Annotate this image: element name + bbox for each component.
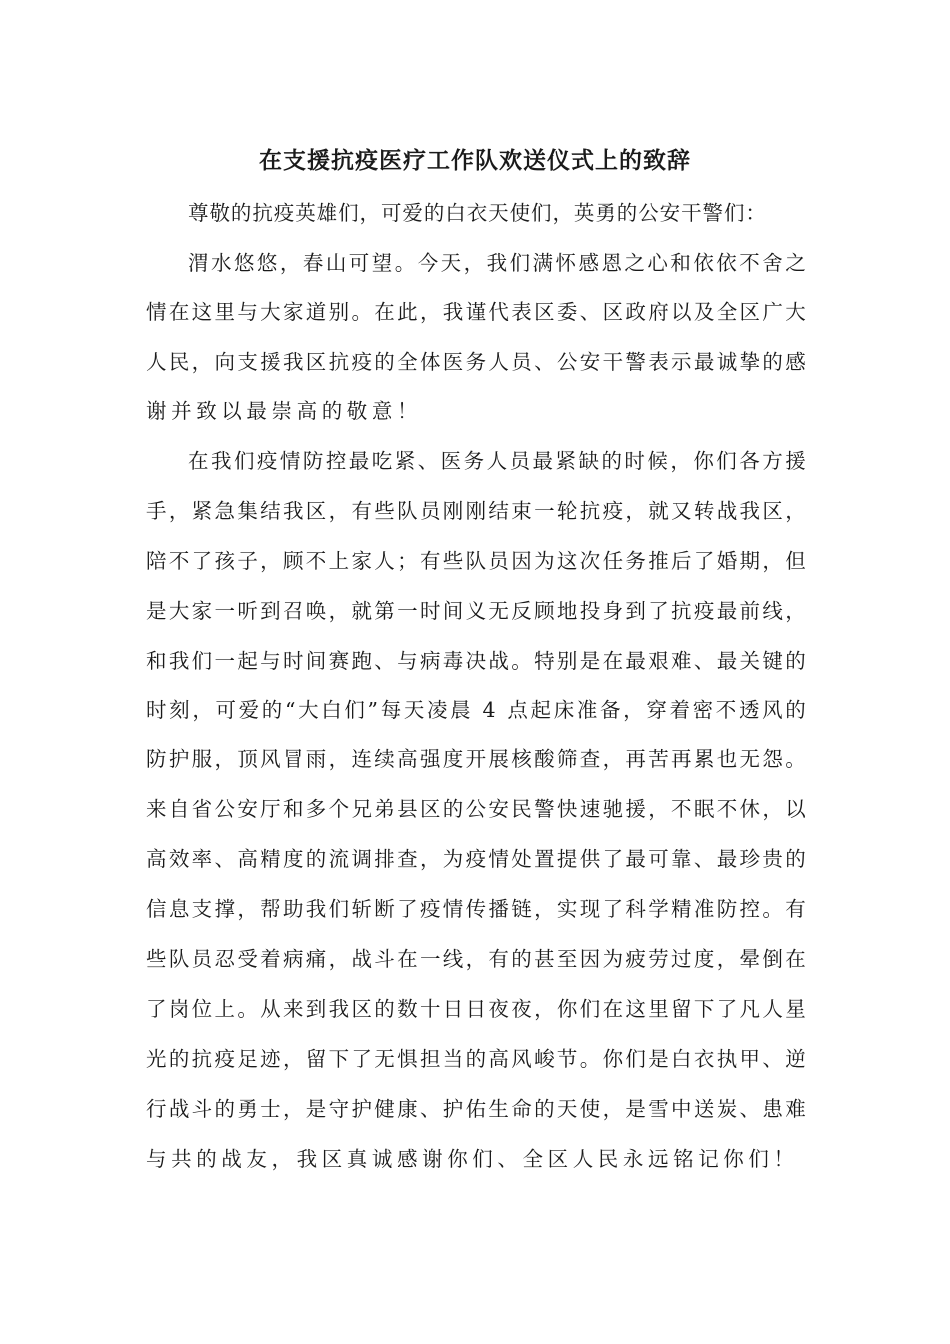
- paragraph-line: 了 岗 位 上 。 从 来 到 我 区 的 数 十 日 日 夜 夜 ， 你 们 在 这 里 留 下 了 凡 人 星: [146, 997, 806, 1021]
- paragraph-line: 光 的 抗 疫 足 迹 ， 留 下 了 无 惧 担 当 的 高 风 峻 节 。 你 们 是 白 衣 执 甲 、 逆: [146, 1047, 806, 1071]
- paragraph-line: 是 大 家 一 听 到 召 唤 ， 就 第 一 时 间 义 无 反 顾 地 投 身 到 了 抗 疫 最 前 线 ，: [146, 599, 806, 623]
- paragraph-line: 来 自 省 公 安 厅 和 多 个 兄 弟 县 区 的 公 安 民 警 快 速 驰 援 ， 不 眠 不 休 ， 以: [146, 797, 806, 821]
- paragraph-line: 和 我 们 一 起 与 时 间 赛 跑 、 与 病 毒 决 战 。 特 别 是 在 最 艰 难 、 最 关 键 的: [146, 649, 806, 673]
- paragraph-line: 高 效 率 、 高 精 度 的 流 调 排 查 ， 为 疫 情 处 置 提 供 了 最 可 靠 、 最 珍 贵 的: [146, 847, 806, 871]
- paragraph-line: 些 队 员 忍 受 着 病 痛 ， 战 斗 在 一 线 ， 有 的 甚 至 因 为 疲 劳 过 度 ， 晕 倒 在: [146, 947, 806, 971]
- paragraph-line: 陪 不 了 孩 子 ， 顾 不 上 家 人 ； 有 些 队 员 因 为 这 次 任 务 推 后 了 婚 期 ， 但: [146, 549, 806, 573]
- paragraph-line: 与共的战友，我区真诚感谢你们、全区人民永远铭记你们！: [146, 1147, 799, 1171]
- paragraph-line: 人 民 ， 向 支 援 我 区 抗 疫 的 全 体 医 务 人 员 、 公 安 干 警 表 示 最 诚 挚 的 感: [146, 350, 806, 374]
- paragraph-line: 防 护 服 ， 顶 风 冒 雨 ， 连 续 高 强 度 开 展 核 酸 筛 查 ， 再 苦 再 累 也 无 怨 。: [146, 747, 806, 771]
- document-title: 在支援抗疫医疗工作队欢送仪式上的致辞: [259, 147, 691, 174]
- paragraph-line: 时 刻 ， 可 爱 的 “ 大 白 们 ” 每 天 凌 晨 4 点 起 床 准 备 ， 穿 着 密 不 透 风 的: [146, 698, 806, 722]
- paragraph-line: 在 我 们 疫 情 防 控 最 吃 紧 、 医 务 人 员 最 紧 缺 的 时 候 ， 你 们 各 方 援: [188, 449, 806, 473]
- paragraph-line: 谢并致以最崇高的敬意！: [146, 399, 423, 423]
- paragraph-line: 渭 水 悠 悠 ， 春 山 可 望 。 今 天 ， 我 们 满 怀 感 恩 之 心 和 依 依 不 舍 之: [188, 251, 806, 275]
- paragraph-line: 行 战 斗 的 勇 士 ， 是 守 护 健 康 、 护 佑 生 命 的 天 使 ， 是 雪 中 送 炭 、 患 难: [146, 1097, 806, 1121]
- paragraph-line: 手 ， 紧 急 集 结 我 区 ， 有 些 队 员 刚 刚 结 束 一 轮 抗 疫 ， 就 又 转 战 我 区 ，: [146, 499, 806, 523]
- paragraph-line: 信 息 支 撑 ， 帮 助 我 们 斩 断 了 疫 情 传 播 链 ， 实 现 了 科 学 精 准 防 控 。 有: [146, 897, 806, 921]
- paragraph-line: 情 在 这 里 与 大 家 道 别 。 在 此 ， 我 谨 代 表 区 委 、 区 政 府 以 及 全 区 广 大: [146, 300, 806, 324]
- salutation: 尊 敬 的 抗 疫 英 雄 们 ， 可 爱 的 白 衣 天 使 们 ， 英 勇 的 公 安 干 警 们 ：: [188, 201, 766, 225]
